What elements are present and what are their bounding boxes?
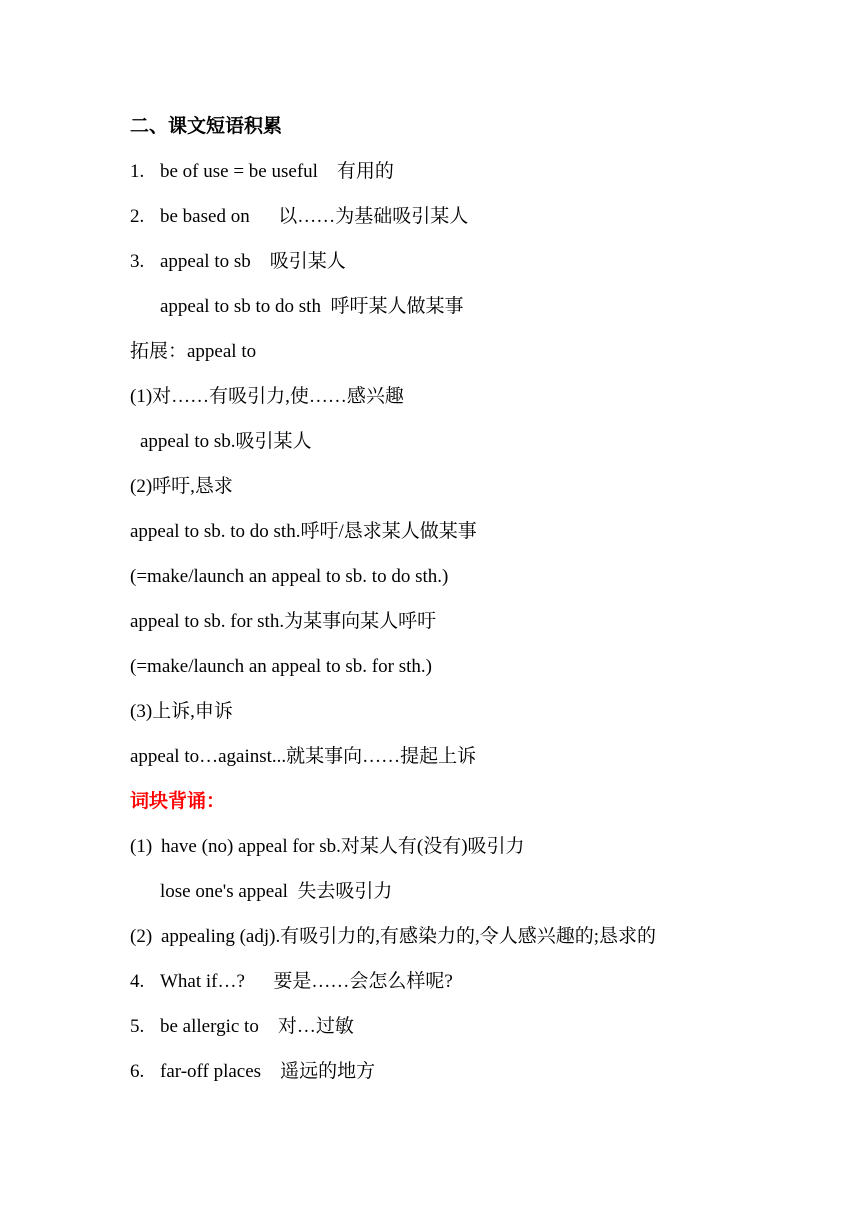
extension-sense-3	[130, 698, 233, 726]
extension-sense-1	[130, 383, 404, 411]
item-text: far-off places 遥远的地方	[160, 1061, 376, 1082]
chunk-item-1	[130, 833, 525, 861]
sense-text: (3)上诉,申诉	[130, 701, 233, 722]
item-number: 3.	[130, 251, 145, 272]
item-text: lose one's appeal 失去吸引力	[160, 881, 393, 902]
item-number: 5.	[130, 1016, 145, 1037]
example-text: appeal to sb.吸引某人	[140, 431, 312, 452]
extension-label	[130, 338, 256, 366]
phrase-item-2	[130, 203, 468, 231]
extension-sense-2	[130, 473, 233, 501]
chunk-label	[130, 788, 225, 816]
item-number: 4.	[130, 971, 145, 992]
phrase-item-6	[130, 1058, 375, 1086]
item-number: 6.	[130, 1061, 145, 1082]
example-text: (=make/launch an appeal to sb. for sth.)	[130, 656, 432, 677]
item-text: be of use = be useful 有用的	[160, 161, 394, 182]
item-number: (1)	[130, 836, 153, 857]
phrase-item-1	[130, 158, 394, 186]
example-text: appeal to…against...就某事向……提起上诉	[130, 746, 477, 767]
chunk-label-text: 词块背诵：	[130, 791, 226, 812]
extension-sense-2-example-1	[130, 518, 477, 546]
item-number: (2)	[130, 926, 153, 947]
extension-sense-2-example-4	[130, 653, 432, 681]
extension-sense-2-example-3	[130, 608, 436, 636]
phrase-item-4	[130, 968, 453, 996]
extension-sense-3-example	[130, 743, 476, 771]
item-text: appeal to sb 吸引某人	[160, 251, 346, 272]
extension-sense-2-example-2	[130, 563, 448, 591]
item-text: have (no) appeal for sb.对某人有(没有)吸引力	[161, 836, 525, 857]
sense-text: (1)对……有吸引力,使……感兴趣	[130, 386, 404, 407]
sense-text: (2)呼吁,恳求	[130, 476, 233, 497]
section-heading	[130, 113, 282, 141]
item-text: What if…? 要是……会怎么样呢?	[160, 971, 453, 992]
item-text: be allergic to 对…过敏	[160, 1016, 354, 1037]
example-text: appeal to sb. to do sth.呼吁/恳求某人做某事	[130, 521, 477, 542]
section-heading-text: 二、课文短语积累	[130, 116, 283, 137]
example-text: (=make/launch an appeal to sb. to do sth.)	[130, 566, 449, 587]
item-text: appealing (adj).有吸引力的,有感染力的,令人感兴趣的;恳求的	[161, 926, 657, 947]
example-text: appeal to sb. for sth.为某事向某人呼吁	[130, 611, 437, 632]
item-number: 2.	[130, 206, 145, 227]
phrase-item-3	[130, 248, 346, 276]
extension-sense-1-example	[140, 428, 312, 456]
chunk-item-1-sub	[160, 878, 392, 906]
chunk-item-2	[130, 923, 656, 951]
extension-label-text: 拓展：appeal to	[130, 341, 257, 362]
phrase-item-3-sub	[160, 293, 463, 321]
phrase-item-5	[130, 1013, 354, 1041]
item-text: be based on 以……为基础吸引某人	[160, 206, 469, 227]
item-text: appeal to sb to do sth 呼吁某人做某事	[160, 296, 464, 317]
item-number: 1.	[130, 161, 145, 182]
